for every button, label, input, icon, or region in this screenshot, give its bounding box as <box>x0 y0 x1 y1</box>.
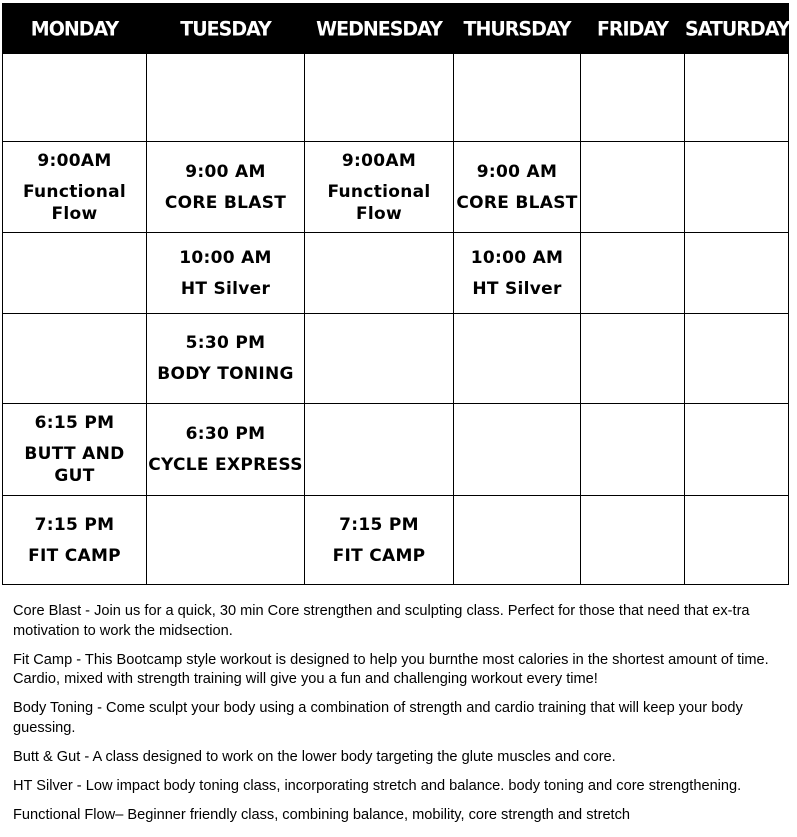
class-name: Functional Flow <box>22 181 127 224</box>
class-schedule-table <box>2 3 789 585</box>
class-descriptions <box>13 602 789 835</box>
day-header-saturday: SATURDAY <box>685 2 789 53</box>
class-time: 7:15 PM <box>339 514 419 535</box>
description-fit-camp: Fit Camp - This Bootcamp style workout is designed to help you burnthe most calories in the shortest amount of time. Cardio, mixed with strength training will give you a fun and challenging workout every time! <box>13 651 769 687</box>
schedule-cell <box>454 53 581 142</box>
schedule-row <box>3 142 789 233</box>
schedule-cell <box>147 233 305 314</box>
schedule-cell <box>3 142 147 233</box>
class-name: BODY TONING <box>157 364 294 384</box>
schedule-cell <box>305 142 454 233</box>
class-name: BUTT AND GUT <box>24 444 125 486</box>
schedule-cell <box>581 233 685 314</box>
schedule-row <box>3 233 789 314</box>
class-name: Functional Flow <box>327 181 431 224</box>
schedule-cell <box>147 496 305 585</box>
class-time: 9:00AM <box>37 150 112 171</box>
class-name: CYCLE EXPRESS <box>148 455 303 475</box>
description-functional-flow: Functional Flow– Beginner friendly class, combining balance, mobility, core strength and stretch <box>13 806 631 823</box>
class-time: 6:30 PM <box>185 424 266 444</box>
schedule-cell <box>581 142 685 233</box>
schedule-cell <box>685 233 789 314</box>
schedule-cell <box>3 233 147 314</box>
class-name: FIT CAMP <box>28 545 121 566</box>
class-name: CORE BLAST <box>164 192 287 213</box>
schedule-cell <box>581 53 685 142</box>
schedule-cell <box>147 53 305 142</box>
schedule-row <box>3 496 789 585</box>
class-name: CORE BLAST <box>456 192 578 213</box>
class-time: 9:00AM <box>341 150 417 171</box>
schedule-cell <box>305 404 454 496</box>
schedule-cell <box>305 496 454 585</box>
schedule-cell <box>685 404 789 496</box>
schedule-cell <box>454 142 581 233</box>
schedule-cell <box>685 142 789 233</box>
class-time: 6:15 PM <box>34 413 115 433</box>
schedule-cell <box>454 404 581 496</box>
schedule-cell <box>581 404 685 496</box>
class-name: HT Silver <box>180 278 271 299</box>
day-header-thursday: THURSDAY <box>454 2 581 53</box>
schedule-cell <box>305 233 454 314</box>
schedule-cell <box>147 314 305 404</box>
schedule-cell <box>3 314 147 404</box>
schedule-cell <box>305 53 454 142</box>
schedule-row <box>3 53 789 142</box>
description-core-blast: Core Blast - Join us for a quick, 30 min Core strengthen and sculpting class. Perfect for those that need that ex-tra motivation to work the midsection. <box>13 603 750 639</box>
description-body-toning: Body Toning - Come sculpt your body using a combination of strength and cardio training that will keep your body guessing. <box>13 700 743 736</box>
schedule-cell <box>305 314 454 404</box>
schedule-cell <box>685 53 789 142</box>
schedule-cell <box>147 404 305 496</box>
description-ht-silver: HT Silver - Low impact body toning class, incorporating stretch and balance. body toning and core strengthening. <box>13 777 742 794</box>
class-name: HT Silver <box>472 278 562 299</box>
schedule-cell <box>581 314 685 404</box>
schedule-cell <box>581 496 685 585</box>
day-header-tuesday: TUESDAY <box>147 2 305 53</box>
class-time: 7:15 PM <box>34 514 115 535</box>
class-time: 5:30 PM <box>185 333 266 353</box>
class-time: 9:00 AM <box>476 161 558 182</box>
schedule-cell <box>3 53 147 142</box>
schedule-cell <box>454 496 581 585</box>
schedule-cell <box>3 496 147 585</box>
class-time: 10:00 AM <box>179 247 272 268</box>
class-name: FIT CAMP <box>332 545 426 566</box>
schedule-cell <box>454 233 581 314</box>
day-header-wednesday: WEDNESDAY <box>305 2 454 53</box>
schedule-row <box>3 404 789 496</box>
schedule-row <box>3 314 789 404</box>
day-header-friday: FRIDAY <box>581 2 685 53</box>
class-time: 9:00 AM <box>185 161 266 182</box>
day-header-row <box>3 4 789 53</box>
class-time: 10:00 AM <box>470 247 564 268</box>
schedule-cell <box>147 142 305 233</box>
day-header-monday: MONDAY <box>3 2 147 53</box>
schedule-cell <box>685 496 789 585</box>
schedule-cell <box>3 404 147 496</box>
schedule-cell <box>685 314 789 404</box>
description-butt-and-gut: Butt & Gut - A class designed to work on the lower body targeting the glute muscles and core. <box>13 748 616 765</box>
schedule-cell <box>454 314 581 404</box>
